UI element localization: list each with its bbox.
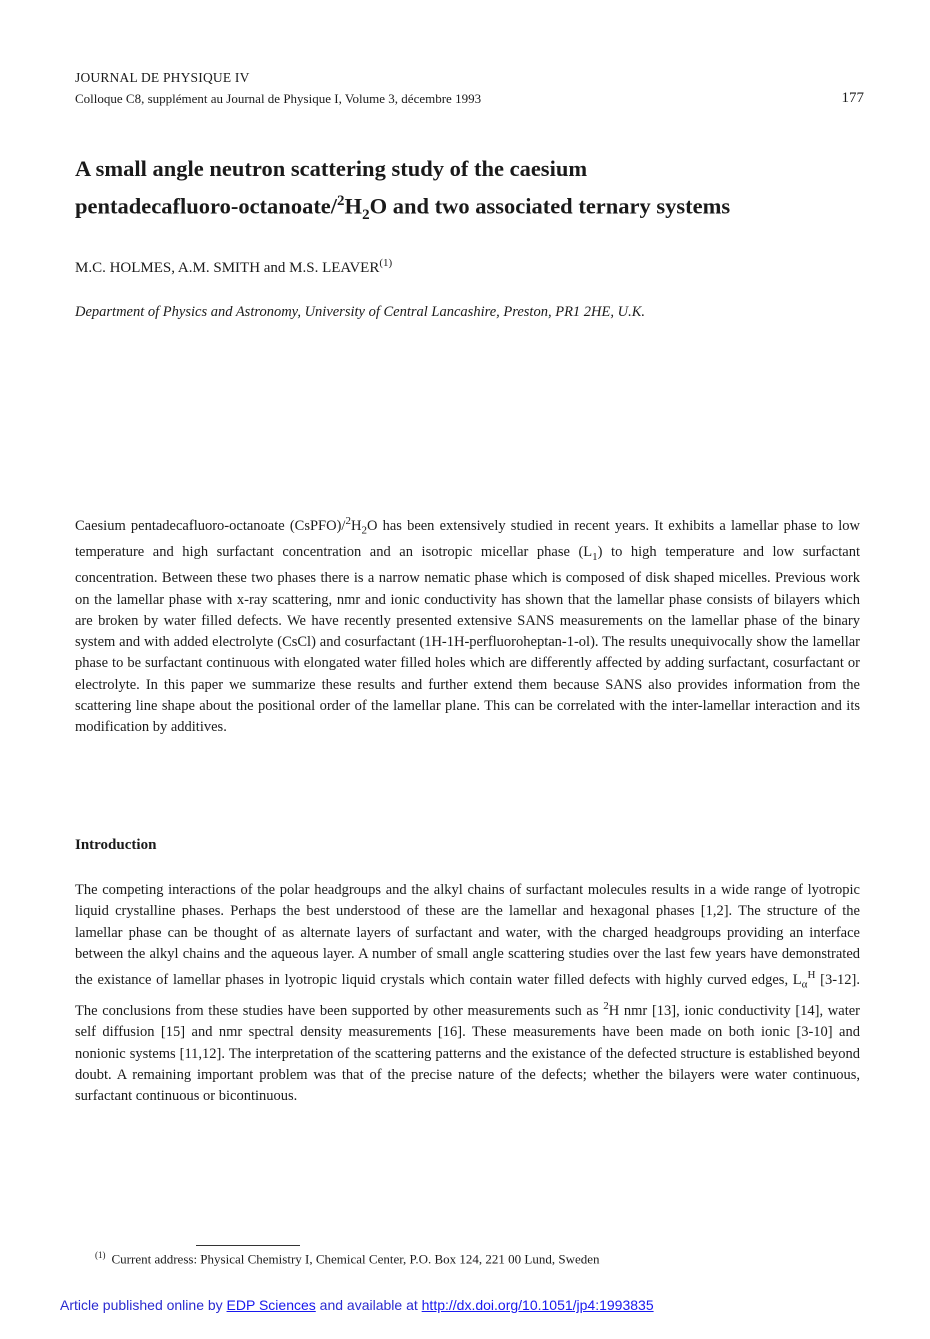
doi-link[interactable]: http://dx.doi.org/10.1051/jp4:1993835 <box>421 1297 654 1313</box>
footnote-rule <box>196 1245 300 1246</box>
title-line-2: pentadecafluoro-$octanoate/^2H_2O$ and two associated ternary systems <box>75 193 731 223</box>
abstract: Caesium pentadecafluoro-octanoate $(CsPFO)/^2H_2O$ has been extensively studied in recent years. It exhibits a lamellar phase to low temperature and high surfactant concentration and an isotropic micellar phase $(L_1)$ to high temperature and low surfactant concentration. Between these two phases there is a narrow nematic phase which is composed of disk shaped micelles. Previous work on the lamellar phase with x-ray scattering, nmr and ionic conductivity has shown that the lamellar phase consists of bilayers which are broken by water filled defects. We have recently presented extensive SANS measurements on the lamellar phase of the binary system and with added electrolyte (CsCl) and cosurfactant (1H-1H-perfluoroheptan-1-ol). The results unequivocally show the lamellar phase to be surfactant continuous with elongated water filled holes which are differently affected by adding surfactant, cosurfactant or electrolyte. In this paper we summarize these results and further extend them because SANS also provides information from the scattering line shape about the positional order of the lamellar plane. This can be correlated with the inter-lamellar interaction and its modification by additives. <box>75 515 860 736</box>
title-line-1: A small angle neutron scattering study of the caesium <box>75 156 588 181</box>
journal-issue-info: Colloque C8, supplément au Journal de Physique I, Volume 3, décembre 1993 <box>75 91 482 106</box>
affiliation: Department of Physics and Astronomy, University of Central Lancashire, Preston, PR1 2HE, U.K. <box>75 304 646 320</box>
introduction-paragraph: The competing interactions of the polar headgroups and the alkyl chains of surfactant molecules results in a wide range of lyotropic liquid crystalline phases. Perhaps the best understood of these are the lamellar and hexagonal phases [1,2]. The structure of the lamellar phase can be thought of as alternate layers of surfactant and water, with the charged headgroups providing an interface between the alkyl chains and the aqueous layer. A number of small angle scattering studies over the last few years have demonstrated the existance of lamellar phases in lyotropic liquid crystals which contain water filled defects with highly curved edges, $L_\alpha^H$ [3-12]. The conclusions from these studies have been supported by other measurements such as $^2$H nmr [13], ionic conductivity [14], water self diffusion [15] and nmr spectral density measurements [16]. These measurements have been made on both ionic [3-10] and nonionic systems [11,12]. The interpretation of the scattering patterns and the existance of the defected structure is established beyond doubt. A remaining important problem was that of the precise nature of the defects; whether the bilayers were water continuous, surfactant continuous or bicontinuous. <box>75 882 860 1105</box>
author-footnote-mark: (1) <box>379 257 393 269</box>
page-number: 177 <box>841 90 864 106</box>
publication-credit: Article published online by EDP Sciences and available at http://dx.doi.org/10.1051/jp4:1993835 <box>60 1297 654 1313</box>
journal-name: JOURNAL DE PHYSIQUE IV <box>75 70 250 85</box>
section-heading-introduction: Introduction <box>75 837 157 853</box>
edp-sciences-link[interactable]: EDP Sciences <box>226 1297 316 1313</box>
paper-title <box>75 153 875 231</box>
footnote: $^{(1)}$ Current address: Physical Chemistry I, Chemical Center, P.O. Box 124, 221 00 Lund, Sweden <box>95 1250 600 1267</box>
authors: M.C. HOLMES, A.M. SMITH and M.S. LEAVER$^{(1)}$ <box>75 257 393 276</box>
